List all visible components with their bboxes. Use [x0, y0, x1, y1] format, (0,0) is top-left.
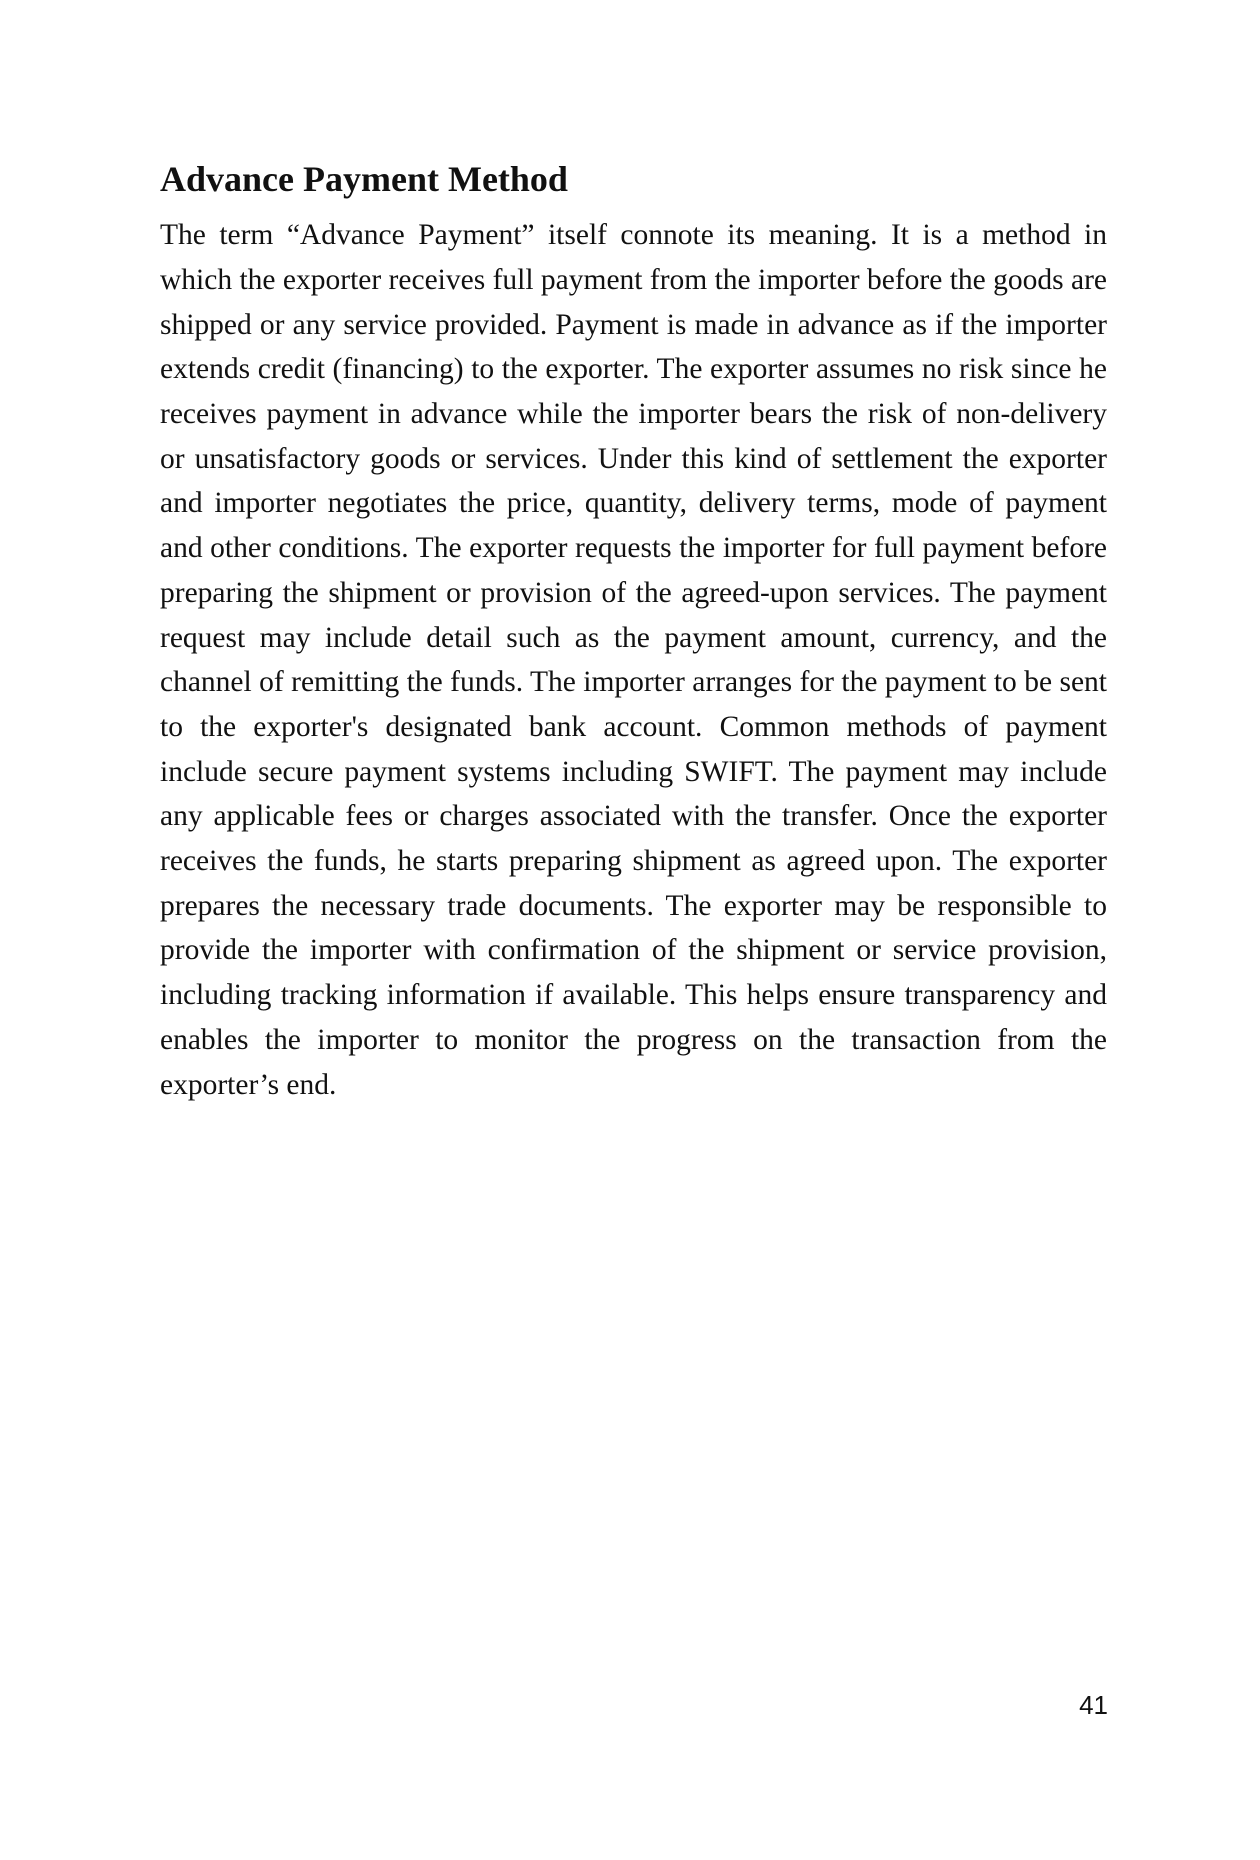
body-paragraph: The term “Advance Payment” itself connote its meaning. It is a method in which the exporter receives full payment from the importer before the goods are shipped or any service provided. Payment is made in advance as if the importer extends credit (financing) to the exporter. The exporter assumes no risk since he receives payment in advance while the importer bears the risk of non-delivery or unsatisfactory goods or services. Under this kind of settlement the exporter and importer negotiates the price, quantity, delivery terms, mode of payment and other conditions. The exporter requests the importer for full payment before preparing the shipment or provision of the agreed-upon services. The payment request may include detail such as the payment amount, currency, and the channel of remitting the funds. The importer arranges for the payment to be sent to the exporter's designated bank account. Common methods of payment include secure payment systems including SWIFT. The payment may include any applicable fees or charges associated with the transfer. Once the exporter receives the funds, he starts preparing shipment as agreed upon. The exporter prepares the necessary trade documents. The exporter may be responsible to provide the importer with confirmation of the shipment or service provision, including tracking information if available. This helps ensure transparency and enables the importer to monitor the progress on the transaction from the exporter’s end.	[160, 219, 1107, 1101]
section-heading: Advance Payment Method	[160, 159, 568, 199]
section-content	[160, 158, 1107, 1107]
page-number: 41	[1079, 1690, 1108, 1720]
